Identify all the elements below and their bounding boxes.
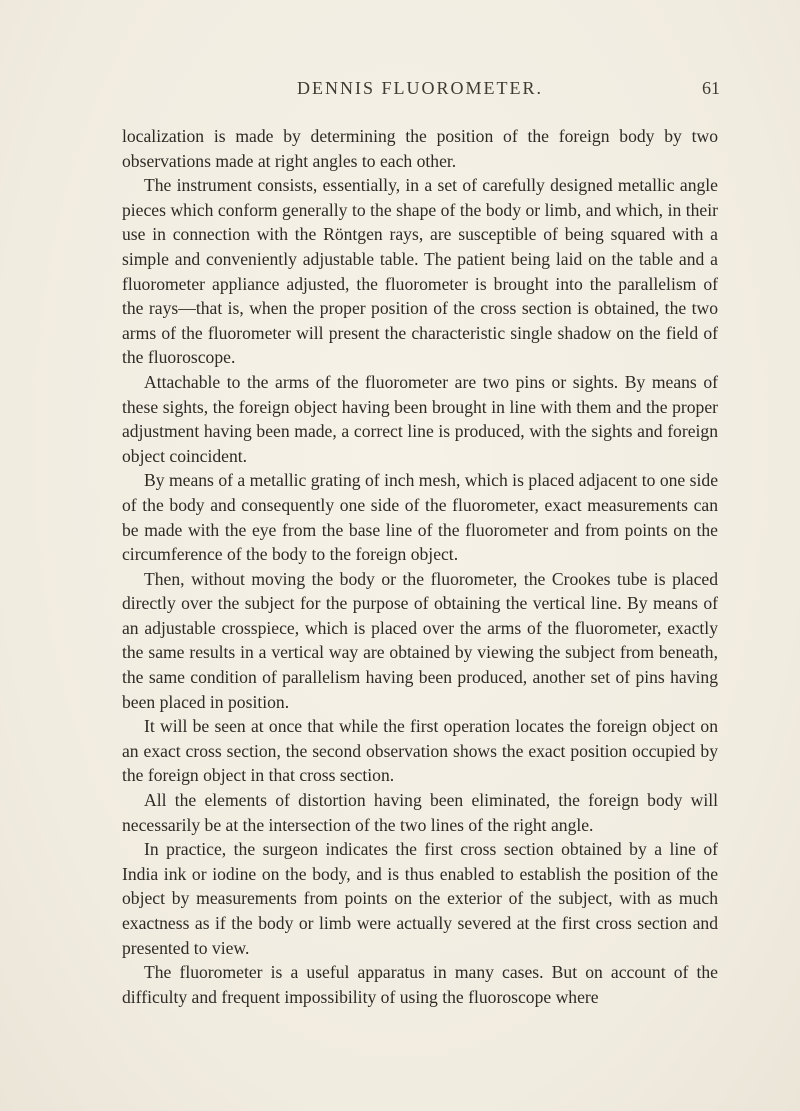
paragraph-usefulness: The fluorometer is a useful apparatus in many cases. But on account of the difficulty and frequent impossibility of using the fluoroscope where	[122, 962, 718, 1007]
page-number: 61	[702, 78, 720, 98]
running-head-title: DENNIS FLUOROMETER.	[296, 78, 543, 98]
paragraph-vertical-line: Then, without moving the body or the fluorometer, the Crookes tube is placed directly over the subject for the purpose of obtaining the vertical line. By means of an adjustable crosspiece, which is placed over the arms of the fluorometer, exactly the same results in a vertical way are obtained by viewing the subject from beneath, the same condition of parallelism having been produced, another set of pins having been placed in position.	[122, 568, 718, 712]
body-text	[122, 124, 718, 1009]
paragraph-continued: localization is made by determining the position of the foreign body by two observations made at right angles to each other.	[122, 126, 718, 171]
running-head	[120, 78, 720, 108]
paragraph-cross-section: It will be seen at once that while the first operation locates the foreign object on an exact cross section, the second observation shows the exact position occupied by the foreign object in that cross section.	[122, 716, 718, 786]
paragraph-grating: By means of a metallic grating of inch mesh, which is placed adjacent to one side of the body and consequently one side of the fluorometer, exact measurements can be made with the eye from the base line of the fluorometer and from points on the circumference of the body to the foreign object.	[122, 470, 718, 565]
paragraph-practice: In practice, the surgeon indicates the first cross section obtained by a line of India ink or iodine on the body, and is thus enabled to establish the position of the object by measurements from points on the exterior of the subject, with as much exactness as if the body or limb were actually severed at the first cross section and presented to view.	[122, 839, 718, 958]
paragraph-sights: Attachable to the arms of the fluorometer are two pins or sights. By means of these sights, the foreign object having been brought in line with them and the proper adjustment having been made, a correct line is produced, with the sights and foreign object coincident.	[122, 371, 718, 466]
paragraph-distortion: All the elements of distortion having been eliminated, the foreign body will necessarily be at the intersection of the two lines of the right angle.	[122, 790, 718, 835]
paragraph-instrument: The instrument consists, essentially, in a set of carefully designed metallic angle pieces which conform generally to the shape of the body or limb, and which, in their use in connection with the Röntgen rays, are susceptible of being squared with a simple and conveniently adjustable table. The patient being laid on the table and a fluorometer appliance adjusted, the fluorometer is brought into the parallelism of the rays—that is, when the proper position of the cross section is obtained, the two arms of the fluorometer will present the characteristic single shadow on the field of the fluoroscope.	[122, 175, 718, 368]
